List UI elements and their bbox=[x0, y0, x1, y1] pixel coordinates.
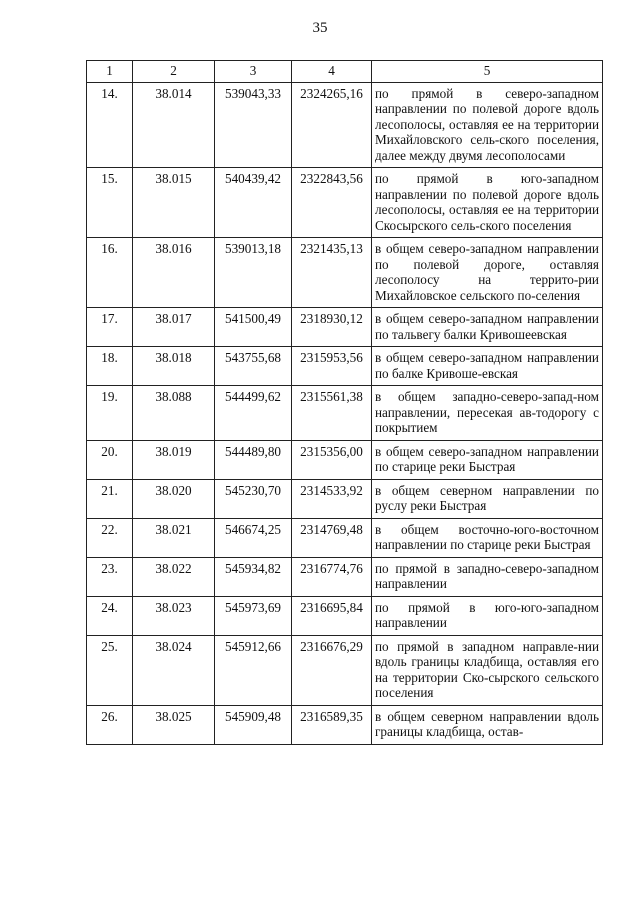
header-col-4: 4 bbox=[292, 61, 372, 83]
point-id-cell: 38.023 bbox=[133, 596, 215, 635]
boundary-description-cell: по прямой в северо-западном направлении по полевой дороге вдоль лесополосы, оставляя ее на территории Михайловского сель-ского поселения, далее между двумя лесополосами bbox=[372, 82, 603, 168]
boundary-description-cell: в общем северо-западном направлении по полевой дороге, оставляя лесополосу на террито-рии Михайловское сельского по-селения bbox=[372, 238, 603, 308]
boundary-description-cell: в общем северном направлении вдоль границы кладбища, остав- bbox=[372, 705, 603, 744]
point-id-cell: 38.021 bbox=[133, 518, 215, 557]
table-row bbox=[87, 635, 603, 705]
x-coordinate-cell: 546674,25 bbox=[215, 518, 292, 557]
header-col-5: 5 bbox=[372, 61, 603, 83]
header-col-2: 2 bbox=[133, 61, 215, 83]
y-coordinate-cell: 2316774,76 bbox=[292, 557, 372, 596]
x-coordinate-cell: 540439,42 bbox=[215, 168, 292, 238]
row-number-cell: 26. bbox=[87, 705, 133, 744]
table-row bbox=[87, 557, 603, 596]
row-number-cell: 15. bbox=[87, 168, 133, 238]
table-row bbox=[87, 238, 603, 308]
point-id-cell: 38.016 bbox=[133, 238, 215, 308]
boundary-points-table bbox=[86, 60, 603, 745]
table-header-row bbox=[87, 61, 603, 83]
x-coordinate-cell: 539043,33 bbox=[215, 82, 292, 168]
point-id-cell: 38.015 bbox=[133, 168, 215, 238]
y-coordinate-cell: 2316695,84 bbox=[292, 596, 372, 635]
point-id-cell: 38.024 bbox=[133, 635, 215, 705]
boundary-description-cell: в общем северо-западном направлении по тальвегу балки Кривошеевская bbox=[372, 308, 603, 347]
row-number-cell: 22. bbox=[87, 518, 133, 557]
row-number-cell: 23. bbox=[87, 557, 133, 596]
y-coordinate-cell: 2315953,56 bbox=[292, 347, 372, 386]
boundary-description-cell: по прямой в юго-западном направлении по полевой дороге вдоль лесополосы, оставляя ее на территории Скосырского сель-ского поселения bbox=[372, 168, 603, 238]
table-row bbox=[87, 168, 603, 238]
point-id-cell: 38.014 bbox=[133, 82, 215, 168]
row-number-cell: 21. bbox=[87, 479, 133, 518]
page-number: 35 bbox=[312, 20, 328, 36]
row-number-cell: 25. bbox=[87, 635, 133, 705]
x-coordinate-cell: 544489,80 bbox=[215, 440, 292, 479]
y-coordinate-cell: 2324265,16 bbox=[292, 82, 372, 168]
y-coordinate-cell: 2321435,13 bbox=[292, 238, 372, 308]
boundary-description-cell: по прямой в западном направле-нии вдоль границы кладбища, оставляя его на территории Ско-сырского сельского поселения bbox=[372, 635, 603, 705]
boundary-description-cell: в общем северо-западном направлении по старице реки Быстрая bbox=[372, 440, 603, 479]
y-coordinate-cell: 2315561,38 bbox=[292, 386, 372, 441]
x-coordinate-cell: 544499,62 bbox=[215, 386, 292, 441]
table-row bbox=[87, 479, 603, 518]
row-number-cell: 19. bbox=[87, 386, 133, 441]
point-id-cell: 38.019 bbox=[133, 440, 215, 479]
table-row bbox=[87, 308, 603, 347]
x-coordinate-cell: 543755,68 bbox=[215, 347, 292, 386]
row-number-cell: 17. bbox=[87, 308, 133, 347]
boundary-description-cell: в общем северном направлении по руслу реки Быстрая bbox=[372, 479, 603, 518]
x-coordinate-cell: 545909,48 bbox=[215, 705, 292, 744]
row-number-cell: 18. bbox=[87, 347, 133, 386]
x-coordinate-cell: 541500,49 bbox=[215, 308, 292, 347]
boundary-description-cell: в общем северо-западном направлении по балке Кривоше-евская bbox=[372, 347, 603, 386]
x-coordinate-cell: 545230,70 bbox=[215, 479, 292, 518]
y-coordinate-cell: 2315356,00 bbox=[292, 440, 372, 479]
boundary-description-cell: в общем восточно-юго-восточном направлении по старице реки Быстрая bbox=[372, 518, 603, 557]
boundary-description-cell: по прямой в юго-юго-западном направлении bbox=[372, 596, 603, 635]
row-number-cell: 16. bbox=[87, 238, 133, 308]
table-row bbox=[87, 82, 603, 168]
y-coordinate-cell: 2316676,29 bbox=[292, 635, 372, 705]
header-col-1: 1 bbox=[87, 61, 133, 83]
boundary-description-cell: в общем западно-северо-запад-ном направлении, пересекая ав-тодорогу с покрытием bbox=[372, 386, 603, 441]
table-row bbox=[87, 347, 603, 386]
x-coordinate-cell: 545973,69 bbox=[215, 596, 292, 635]
point-id-cell: 38.018 bbox=[133, 347, 215, 386]
boundary-description-cell: по прямой в западно-северо-западном направлении bbox=[372, 557, 603, 596]
point-id-cell: 38.022 bbox=[133, 557, 215, 596]
y-coordinate-cell: 2314533,92 bbox=[292, 479, 372, 518]
x-coordinate-cell: 545912,66 bbox=[215, 635, 292, 705]
point-id-cell: 38.017 bbox=[133, 308, 215, 347]
point-id-cell: 38.088 bbox=[133, 386, 215, 441]
row-number-cell: 20. bbox=[87, 440, 133, 479]
y-coordinate-cell: 2316589,35 bbox=[292, 705, 372, 744]
row-number-cell: 14. bbox=[87, 82, 133, 168]
row-number-cell: 24. bbox=[87, 596, 133, 635]
table-row bbox=[87, 440, 603, 479]
header-col-3: 3 bbox=[215, 61, 292, 83]
x-coordinate-cell: 545934,82 bbox=[215, 557, 292, 596]
table-row bbox=[87, 518, 603, 557]
point-id-cell: 38.020 bbox=[133, 479, 215, 518]
x-coordinate-cell: 539013,18 bbox=[215, 238, 292, 308]
y-coordinate-cell: 2318930,12 bbox=[292, 308, 372, 347]
point-id-cell: 38.025 bbox=[133, 705, 215, 744]
table-row bbox=[87, 386, 603, 441]
y-coordinate-cell: 2322843,56 bbox=[292, 168, 372, 238]
table-row bbox=[87, 596, 603, 635]
y-coordinate-cell: 2314769,48 bbox=[292, 518, 372, 557]
table-row bbox=[87, 705, 603, 744]
